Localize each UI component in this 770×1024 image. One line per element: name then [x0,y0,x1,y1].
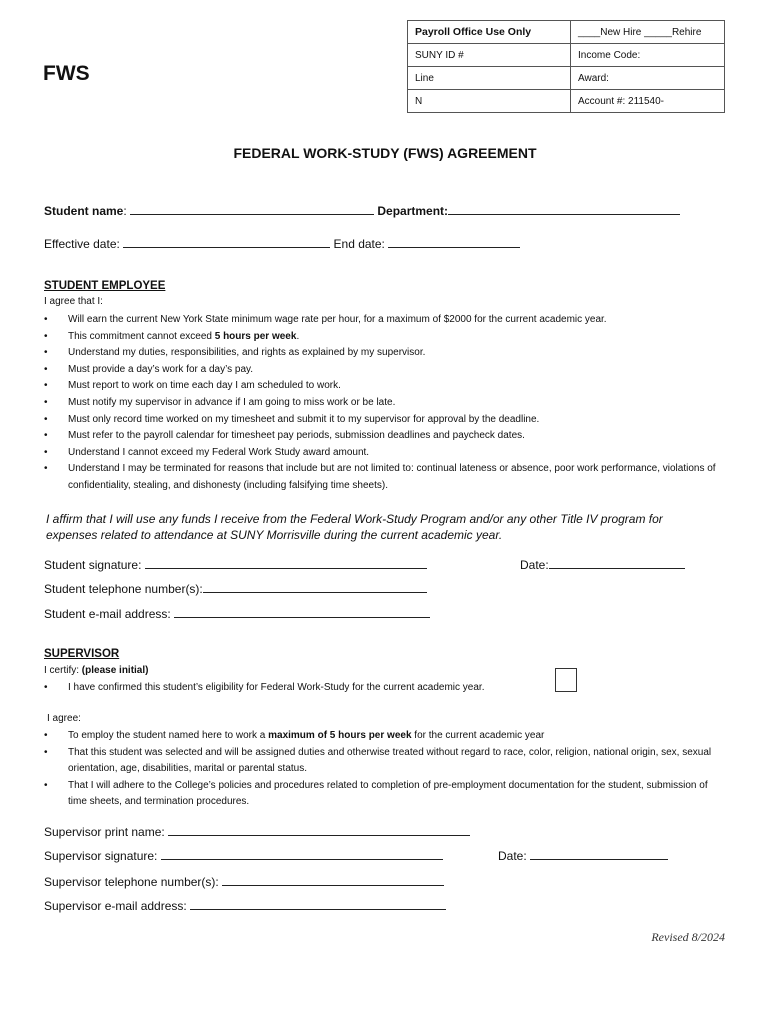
list-item [44,412,724,429]
supervisor-signature-label: Supervisor signature: [44,849,158,863]
bullet-icon: • [44,730,48,741]
supervisor-phone-row [44,874,444,889]
supervisor-phone-field[interactable] [222,874,444,886]
list-item [44,445,724,462]
bullet-icon: • [44,779,48,791]
payroll-office-table [407,20,725,113]
supervisor-print-label: Supervisor print name: [44,825,165,839]
student-phone-field[interactable] [203,581,427,593]
list-item [44,778,724,811]
supervisor-date-row [498,848,668,863]
effective-date-label: Effective date: [44,237,120,251]
list-item [44,362,724,379]
list-item-text: Understand my duties, responsibilities, and rights as explained by my supervisor. [68,347,426,359]
dates-row [44,236,520,251]
effective-date-field[interactable] [123,236,330,248]
list-item [44,378,724,395]
student-agree-intro: I agree that I: [44,296,103,307]
list-item-text: Understand I may be terminated for reasons that include but are not limited to: continual lateness or absence, poor work performance, violations of confidentiality, stealing, and dishonesty (including falsifying time sheets). [68,463,716,491]
student-phone-row [44,581,427,596]
list-item-end: for the current academic year [411,730,545,741]
table-cell: N [408,90,571,113]
list-item-end: . [296,330,300,342]
page-title: FEDERAL WORK-STUDY (FWS) AGREEMENT [233,145,537,161]
list-item-text: Must notify my supervisor in advance if I am going to miss work or be late. [68,396,396,408]
bullet-icon: • [44,430,48,442]
list-item-text: Understand I cannot exceed my Federal Work Study award amount. [68,446,370,458]
list-item-text: To employ the student named here to work a [68,730,269,741]
student-employee-heading: STUDENT EMPLOYEE [44,280,166,292]
student-date-field[interactable] [549,557,685,569]
list-item [44,395,724,412]
affirm-statement: I affirm that I will use any funds I receive from the Federal Work-Study Program and/or any other Title IV program for expenses related to attendance at SUNY Morrisville during the current academic year. [46,512,663,542]
table-cell: Income Code: [571,44,725,67]
bullet-icon: • [44,682,48,693]
table-cell: Payroll Office Use Only [408,21,571,44]
supervisor-date-label: Date: [498,849,527,863]
student-email-row [44,606,430,621]
list-item-text: Must only record time worked on my timesheet and submit it to my supervisor for approval by the deadline. [68,413,540,425]
department-label: Department: [377,204,449,218]
list-item-text: Must report to work on time each day I am scheduled to work. [68,380,341,392]
bullet-icon: • [44,746,48,758]
list-item [44,745,724,778]
supervisor-certify [44,665,148,676]
bullet-icon: • [44,314,48,325]
student-phone-label: Student telephone number(s): [44,582,203,596]
bullet-icon: • [44,446,48,458]
student-name-label: Student name [44,204,124,218]
table-cell: ____New Hire _____Rehire [571,21,725,44]
form-code: FWS [43,62,90,85]
supervisor-print-row [44,824,470,839]
table-cell: SUNY ID # [408,44,571,67]
table-row [408,21,725,44]
table-row [408,44,725,67]
student-signature-row [44,557,427,572]
supervisor-print-field[interactable] [168,824,470,836]
supervisor-agree-list [44,728,724,811]
list-item [44,345,724,362]
supervisor-agree-intro: I agree: [47,713,81,724]
list-item-bold: maximum of 5 hours per week [268,730,412,741]
student-email-field[interactable] [174,606,430,618]
student-date-label: Date: [520,558,549,572]
student-terms-list [44,312,724,495]
end-date-label: End date: [333,237,385,251]
list-item-bold: 5 hours per week [214,330,297,342]
label-sep: : [123,204,127,218]
list-item [44,680,544,697]
bullet-icon: • [44,396,48,408]
list-item [44,461,724,494]
initial-checkbox[interactable] [555,668,577,692]
bullet-icon: • [44,380,48,392]
list-item [44,428,724,445]
supervisor-certify-list [44,680,544,697]
table-cell: Award: [571,67,725,90]
supervisor-email-label: Supervisor e-mail address: [44,899,187,913]
student-name-field[interactable] [130,203,374,215]
supervisor-email-row [44,898,446,913]
list-item [44,312,724,329]
list-item-text: This commitment cannot exceed [68,330,215,342]
student-date-row [520,557,685,572]
list-item-text: Must refer to the payroll calendar for timesheet pay periods, submission deadlines and paycheck dates. [68,430,525,442]
list-item-text: Will earn the current New York State minimum wage rate per hour, for a maximum of $2000 for the current academic year. [68,314,607,325]
list-item [44,728,724,745]
supervisor-date-field[interactable] [530,848,668,860]
student-email-label: Student e-mail address: [44,607,171,621]
table-cell: Account #: 211540- [571,90,725,113]
certify-note: (please initial) [81,665,149,676]
department-field[interactable] [448,203,680,215]
table-row [408,90,725,113]
end-date-field[interactable] [388,236,520,248]
student-signature-field[interactable] [145,557,427,569]
list-item-text: That this student was selected and will be assigned duties and otherwise treated without regard to race, color, religion, national origin, sex, sexual orientation, age, disabilities, marital or parental status. [68,746,712,775]
bullet-icon: • [44,413,48,425]
bullet-icon: • [44,330,48,342]
list-item-text: I have confirmed this student’s eligibility for Federal Work-Study for the current academic year. [68,682,485,693]
bullet-icon: • [44,363,48,375]
supervisor-phone-label: Supervisor telephone number(s): [44,875,219,889]
student-name-row [44,203,680,218]
list-item [44,329,724,346]
revision-note: Revised 8/2024 [651,930,725,944]
supervisor-signature-row [44,848,443,863]
list-item-text: That I will adhere to the College’s policies and procedures related to completion of pre-employment documentation for the student, submission of time sheets, and termination procedures. [68,779,708,808]
supervisor-signature-field[interactable] [161,848,443,860]
student-signature-label: Student signature: [44,558,142,572]
certify-label: I certify: [44,665,82,676]
supervisor-heading: SUPERVISOR [44,648,120,660]
table-cell: Line [408,67,571,90]
supervisor-email-field[interactable] [190,898,446,910]
bullet-icon: • [44,347,48,359]
table-row [408,67,725,90]
list-item-text: Must provide a day’s work for a day’s pay. [68,363,254,375]
bullet-icon: • [44,463,48,475]
